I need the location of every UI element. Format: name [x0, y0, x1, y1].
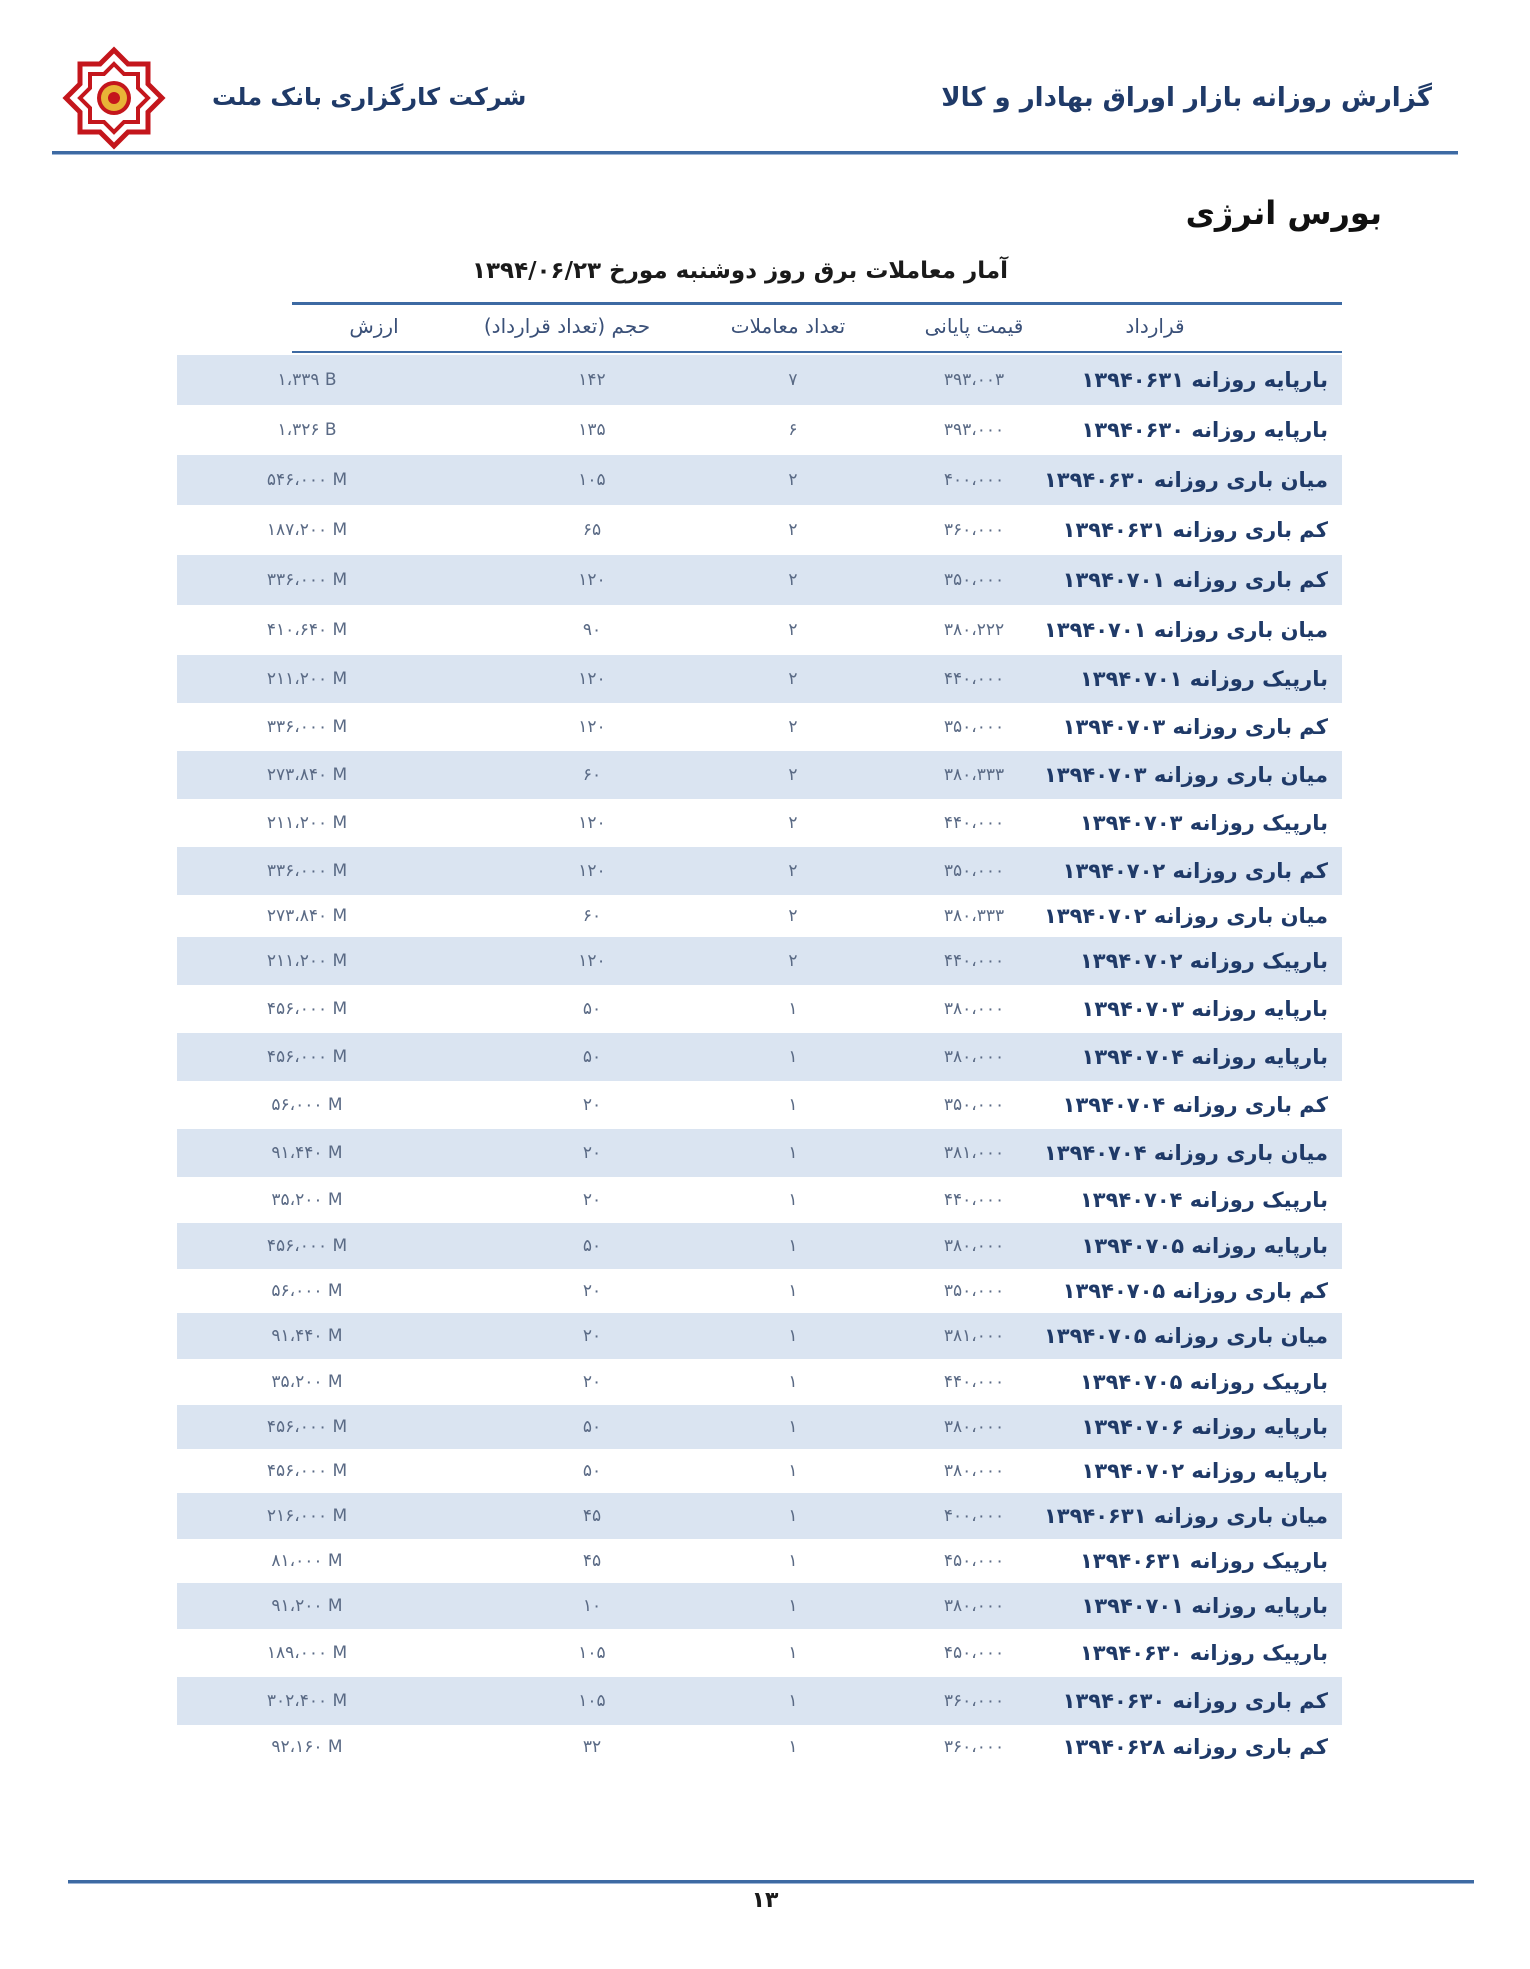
- section-title: بورس انرژی: [1185, 194, 1382, 232]
- contract-cell: کم باری روزانه ۱۳۹۴۰۷۰۵: [1062, 1279, 1328, 1303]
- trade-count-cell: ۱: [788, 1047, 798, 1067]
- table-row: [177, 1033, 1342, 1081]
- value-cell: ۴۵۶،۰۰۰ M: [266, 1236, 348, 1256]
- trade-count-cell: ۱: [788, 1551, 798, 1571]
- table-row: [177, 1081, 1342, 1129]
- trade-count-cell: ۲: [788, 813, 798, 833]
- trade-count-cell: ۲: [788, 717, 798, 737]
- final-price-cell: ۳۸۰،۰۰۰: [943, 1417, 1005, 1437]
- value-cell: ۲۷۳،۸۴۰ M: [266, 765, 348, 785]
- contract-cell: کم باری روزانه ۱۳۹۴۰۷۰۳: [1062, 715, 1328, 739]
- value-cell: ۲۱۶،۰۰۰ M: [266, 1506, 348, 1526]
- table-header-rule: [292, 351, 1342, 353]
- trade-count-cell: ۲: [788, 669, 798, 689]
- value-cell: ۲۱۱،۲۰۰ M: [266, 669, 348, 689]
- table-row: [177, 505, 1342, 555]
- volume-cell: ۱۰۵: [578, 470, 606, 490]
- table-row: [177, 455, 1342, 505]
- trade-count-cell: ۱: [788, 1143, 798, 1163]
- table-row: [177, 703, 1342, 751]
- value-cell: ۴۵۶،۰۰۰ M: [266, 1417, 348, 1437]
- volume-cell: ۶۰: [582, 765, 602, 785]
- trade-count-cell: ۲: [788, 470, 798, 490]
- trade-count-cell: ۱: [788, 1691, 798, 1711]
- value-cell: ۴۱۰،۶۴۰ M: [266, 620, 348, 640]
- volume-cell: ۱۰: [582, 1596, 602, 1616]
- final-price-cell: ۳۹۳،۰۰۰: [943, 420, 1005, 440]
- trade-count-cell: ۱: [788, 1643, 798, 1663]
- volume-cell: ۱۰۵: [578, 1643, 606, 1663]
- volume-cell: ۱۰۵: [578, 1691, 606, 1711]
- contract-cell: میان باری روزانه ۱۳۹۴۰۷۰۴: [1043, 1141, 1328, 1165]
- value-cell: ۴۵۶،۰۰۰ M: [266, 1461, 348, 1481]
- contract-cell: کم باری روزانه ۱۳۹۴۰۶۲۸: [1062, 1735, 1328, 1759]
- value-cell: ۹۱،۲۰۰ M: [271, 1596, 343, 1616]
- contract-cell: بارپیک روزانه ۱۳۹۴۰۶۳۰: [1079, 1641, 1328, 1665]
- contract-cell: بارپایه روزانه ۱۳۹۴۰۷۰۳: [1081, 997, 1328, 1021]
- volume-cell: ۹۰: [582, 620, 602, 640]
- table-row: [177, 1677, 1342, 1725]
- final-price-cell: ۴۴۰،۰۰۰: [943, 669, 1005, 689]
- contract-cell: بارپایه روزانه ۱۳۹۴۰۶۳۰: [1081, 418, 1328, 442]
- trade-count-cell: ۲: [788, 906, 798, 926]
- value-cell: ۳۵،۲۰۰ M: [271, 1372, 343, 1392]
- trade-count-cell: ۱: [788, 999, 798, 1019]
- final-price-cell: ۳۸۰،۰۰۰: [943, 1047, 1005, 1067]
- report-title: گزارش روزانه بازار اوراق بهادار و کالا: [941, 83, 1432, 113]
- contract-cell: بارپیک روزانه ۱۳۹۴۰۶۳۱: [1079, 1549, 1328, 1573]
- table-row: [177, 1223, 1342, 1269]
- trade-count-cell: ۱: [788, 1506, 798, 1526]
- table-row: [177, 751, 1342, 799]
- contract-cell: بارپیک روزانه ۱۳۹۴۰۷۰۴: [1079, 1188, 1328, 1212]
- table-row: [177, 1449, 1342, 1493]
- contract-cell: بارپایه روزانه ۱۳۹۴۰۷۰۲: [1081, 1459, 1328, 1483]
- final-price-cell: ۳۸۰،۰۰۰: [943, 1461, 1005, 1481]
- contract-cell: بارپیک روزانه ۱۳۹۴۰۷۰۵: [1079, 1370, 1328, 1394]
- value-cell: ۲۱۱،۲۰۰ M: [266, 813, 348, 833]
- value-cell: ۱۸۷،۲۰۰ M: [266, 520, 348, 540]
- volume-cell: ۲۰: [582, 1326, 602, 1346]
- final-price-cell: ۳۸۰،۳۳۳: [943, 765, 1005, 785]
- contract-cell: میان باری روزانه ۱۳۹۴۰۷۰۳: [1043, 763, 1328, 787]
- final-price-cell: ۳۶۰،۰۰۰: [943, 1691, 1005, 1711]
- contract-cell: بارپیک روزانه ۱۳۹۴۰۷۰۳: [1079, 811, 1328, 835]
- trade-count-cell: ۱: [788, 1095, 798, 1115]
- value-cell: ۴۵۶،۰۰۰ M: [266, 999, 348, 1019]
- contract-cell: کم باری روزانه ۱۳۹۴۰۷۰۱: [1062, 568, 1328, 592]
- table-row: [177, 1129, 1342, 1177]
- final-price-cell: ۳۹۳،۰۰۳: [943, 370, 1005, 390]
- value-cell: ۳۳۶،۰۰۰ M: [266, 570, 348, 590]
- volume-cell: ۵۰: [582, 999, 602, 1019]
- volume-cell: ۵۰: [582, 1047, 602, 1067]
- volume-cell: ۱۲۰: [578, 570, 606, 590]
- volume-cell: ۱۴۲: [578, 370, 606, 390]
- final-price-cell: ۳۸۰،۲۲۲: [943, 620, 1005, 640]
- table-row: [177, 1269, 1342, 1313]
- table-row: [177, 1725, 1342, 1769]
- volume-cell: ۶۵: [582, 520, 602, 540]
- contract-cell: بارپیک روزانه ۱۳۹۴۰۷۰۲: [1079, 949, 1328, 973]
- final-price-cell: ۴۵۰،۰۰۰: [943, 1643, 1005, 1663]
- table-row: [177, 1539, 1342, 1583]
- trade-count-cell: ۲: [788, 861, 798, 881]
- table-row: [177, 1629, 1342, 1677]
- value-cell: ۲۷۳،۸۴۰ M: [266, 906, 348, 926]
- contract-cell: کم باری روزانه ۱۳۹۴۰۶۳۱: [1062, 518, 1328, 542]
- table-body: [177, 355, 1342, 1769]
- volume-cell: ۲۰: [582, 1281, 602, 1301]
- value-cell: ۳۰۲،۴۰۰ M: [266, 1691, 348, 1711]
- trade-count-cell: ۲: [788, 520, 798, 540]
- footer-divider: [68, 1880, 1474, 1884]
- volume-cell: ۵۰: [582, 1461, 602, 1481]
- final-price-cell: ۳۸۰،۰۰۰: [943, 1596, 1005, 1616]
- trade-count-cell: ۲: [788, 620, 798, 640]
- contract-cell: میان باری روزانه ۱۳۹۴۰۶۳۱: [1043, 1504, 1328, 1528]
- final-price-cell: ۳۸۰،۰۰۰: [943, 999, 1005, 1019]
- final-price-cell: ۳۵۰،۰۰۰: [943, 861, 1005, 881]
- value-cell: ۵۴۶،۰۰۰ M: [266, 470, 348, 490]
- trade-count-cell: ۱: [788, 1596, 798, 1616]
- table-row: [177, 985, 1342, 1033]
- value-cell: ۹۱،۴۴۰ M: [271, 1143, 343, 1163]
- contract-cell: میان باری روزانه ۱۳۹۴۰۷۰۲: [1043, 904, 1328, 928]
- final-price-cell: ۴۰۰،۰۰۰: [943, 470, 1005, 490]
- volume-cell: ۱۳۵: [578, 420, 606, 440]
- column-header-value: ارزش: [349, 314, 399, 338]
- value-cell: ۵۶،۰۰۰ M: [271, 1281, 343, 1301]
- value-cell: ۵۶،۰۰۰ M: [271, 1095, 343, 1115]
- contract-cell: کم باری روزانه ۱۳۹۴۰۶۳۰: [1062, 1689, 1328, 1713]
- final-price-cell: ۳۶۰،۰۰۰: [943, 520, 1005, 540]
- table-row: [177, 1583, 1342, 1629]
- final-price-cell: ۳۶۰،۰۰۰: [943, 1737, 1005, 1757]
- column-header-volume: حجم (تعداد قرارداد): [483, 314, 651, 338]
- final-price-cell: ۴۴۰،۰۰۰: [943, 1372, 1005, 1392]
- table-caption: آمار معاملات برق روز دوشنبه مورخ ۱۳۹۴/۰۶/۲۳: [471, 258, 1009, 284]
- table-row: [177, 1359, 1342, 1405]
- contract-cell: میان باری روزانه ۱۳۹۴۰۶۳۰: [1043, 468, 1328, 492]
- final-price-cell: ۳۵۰،۰۰۰: [943, 570, 1005, 590]
- trade-count-cell: ۲: [788, 570, 798, 590]
- trade-count-cell: ۱: [788, 1236, 798, 1256]
- contract-cell: بارپایه روزانه ۱۳۹۴۰۶۳۱: [1081, 368, 1328, 392]
- contract-cell: کم باری روزانه ۱۳۹۴۰۷۰۲: [1062, 859, 1328, 883]
- value-cell: ۴۵۶،۰۰۰ M: [266, 1047, 348, 1067]
- final-price-cell: ۳۸۰،۰۰۰: [943, 1236, 1005, 1256]
- page-number: ۱۳: [751, 1888, 779, 1913]
- volume-cell: ۶۰: [582, 906, 602, 926]
- value-cell: ۳۵،۲۰۰ M: [271, 1190, 343, 1210]
- contract-cell: بارپایه روزانه ۱۳۹۴۰۷۰۵: [1081, 1234, 1328, 1258]
- final-price-cell: ۳۸۱،۰۰۰: [943, 1326, 1005, 1346]
- bank-mellat-logo-icon: [62, 46, 166, 150]
- table-row: [177, 1405, 1342, 1449]
- volume-cell: ۵۰: [582, 1236, 602, 1256]
- trade-count-cell: ۱: [788, 1190, 798, 1210]
- final-price-cell: ۳۵۰،۰۰۰: [943, 1281, 1005, 1301]
- volume-cell: ۱۲۰: [578, 951, 606, 971]
- final-price-cell: ۴۴۰،۰۰۰: [943, 1190, 1005, 1210]
- contract-cell: میان باری روزانه ۱۳۹۴۰۷۰۵: [1043, 1324, 1328, 1348]
- contract-cell: بارپایه روزانه ۱۳۹۴۰۷۰۱: [1081, 1594, 1328, 1618]
- volume-cell: ۵۰: [582, 1417, 602, 1437]
- contract-cell: کم باری روزانه ۱۳۹۴۰۷۰۴: [1062, 1093, 1328, 1117]
- value-cell: ۳۳۶،۰۰۰ M: [266, 717, 348, 737]
- value-cell: ۱۸۹،۰۰۰ M: [266, 1643, 348, 1663]
- volume-cell: ۴۵: [582, 1551, 602, 1571]
- table-row: [177, 1177, 1342, 1223]
- final-price-cell: ۴۴۰،۰۰۰: [943, 951, 1005, 971]
- value-cell: ۲۱۱،۲۰۰ M: [266, 951, 348, 971]
- trade-count-cell: ۱: [788, 1417, 798, 1437]
- value-cell: ۹۲،۱۶۰ M: [271, 1737, 343, 1757]
- table-row: [177, 799, 1342, 847]
- final-price-cell: ۳۵۰،۰۰۰: [943, 717, 1005, 737]
- contract-cell: میان باری روزانه ۱۳۹۴۰۷۰۱: [1043, 618, 1328, 642]
- table-row: [177, 405, 1342, 455]
- table-top-rule: [292, 302, 1342, 305]
- final-price-cell: ۴۴۰،۰۰۰: [943, 813, 1005, 833]
- column-header-contract: قرارداد: [1125, 314, 1185, 338]
- table-row: [177, 655, 1342, 703]
- volume-cell: ۲۰: [582, 1095, 602, 1115]
- final-price-cell: ۴۵۰،۰۰۰: [943, 1551, 1005, 1571]
- value-cell: ۱،۳۲۶ B: [277, 420, 337, 440]
- table-row: [177, 1313, 1342, 1359]
- final-price-cell: ۴۰۰،۰۰۰: [943, 1506, 1005, 1526]
- value-cell: ۹۱،۴۴۰ M: [271, 1326, 343, 1346]
- trade-count-cell: ۱: [788, 1737, 798, 1757]
- volume-cell: ۱۲۰: [578, 861, 606, 881]
- company-name: شرکت کارگزاری بانک ملت: [212, 83, 527, 111]
- value-cell: ۱،۳۳۹ B: [277, 370, 337, 390]
- volume-cell: ۲۰: [582, 1143, 602, 1163]
- trade-count-cell: ۱: [788, 1281, 798, 1301]
- volume-cell: ۱۲۰: [578, 717, 606, 737]
- trade-count-cell: ۶: [788, 420, 798, 440]
- table-row: [177, 847, 1342, 895]
- contract-cell: بارپایه روزانه ۱۳۹۴۰۷۰۶: [1081, 1415, 1328, 1439]
- table-row: [177, 937, 1342, 985]
- trade-count-cell: ۱: [788, 1372, 798, 1392]
- volume-cell: ۳۲: [582, 1737, 602, 1757]
- trade-count-cell: ۷: [788, 370, 798, 390]
- value-cell: ۸۱،۰۰۰ M: [271, 1551, 343, 1571]
- table-row: [177, 355, 1342, 405]
- value-cell: ۳۳۶،۰۰۰ M: [266, 861, 348, 881]
- header-divider: [52, 151, 1458, 155]
- volume-cell: ۲۰: [582, 1372, 602, 1392]
- trade-count-cell: ۲: [788, 951, 798, 971]
- contract-cell: بارپیک روزانه ۱۳۹۴۰۷۰۱: [1079, 667, 1328, 691]
- trade-count-cell: ۱: [788, 1461, 798, 1481]
- table-row: [177, 895, 1342, 937]
- final-price-cell: ۳۵۰،۰۰۰: [943, 1095, 1005, 1115]
- final-price-cell: ۳۸۱،۰۰۰: [943, 1143, 1005, 1163]
- trade-count-cell: ۲: [788, 765, 798, 785]
- column-header-final-price: قیمت پایانی: [924, 314, 1024, 338]
- table-row: [177, 555, 1342, 605]
- trade-count-cell: ۱: [788, 1326, 798, 1346]
- volume-cell: ۲۰: [582, 1190, 602, 1210]
- volume-cell: ۱۲۰: [578, 669, 606, 689]
- contract-cell: بارپایه روزانه ۱۳۹۴۰۷۰۴: [1081, 1045, 1328, 1069]
- volume-cell: ۴۵: [582, 1506, 602, 1526]
- column-header-trade-count: تعداد معاملات: [730, 314, 846, 338]
- table-row: [177, 1493, 1342, 1539]
- volume-cell: ۱۲۰: [578, 813, 606, 833]
- table-row: [177, 605, 1342, 655]
- final-price-cell: ۳۸۰،۳۳۳: [943, 906, 1005, 926]
